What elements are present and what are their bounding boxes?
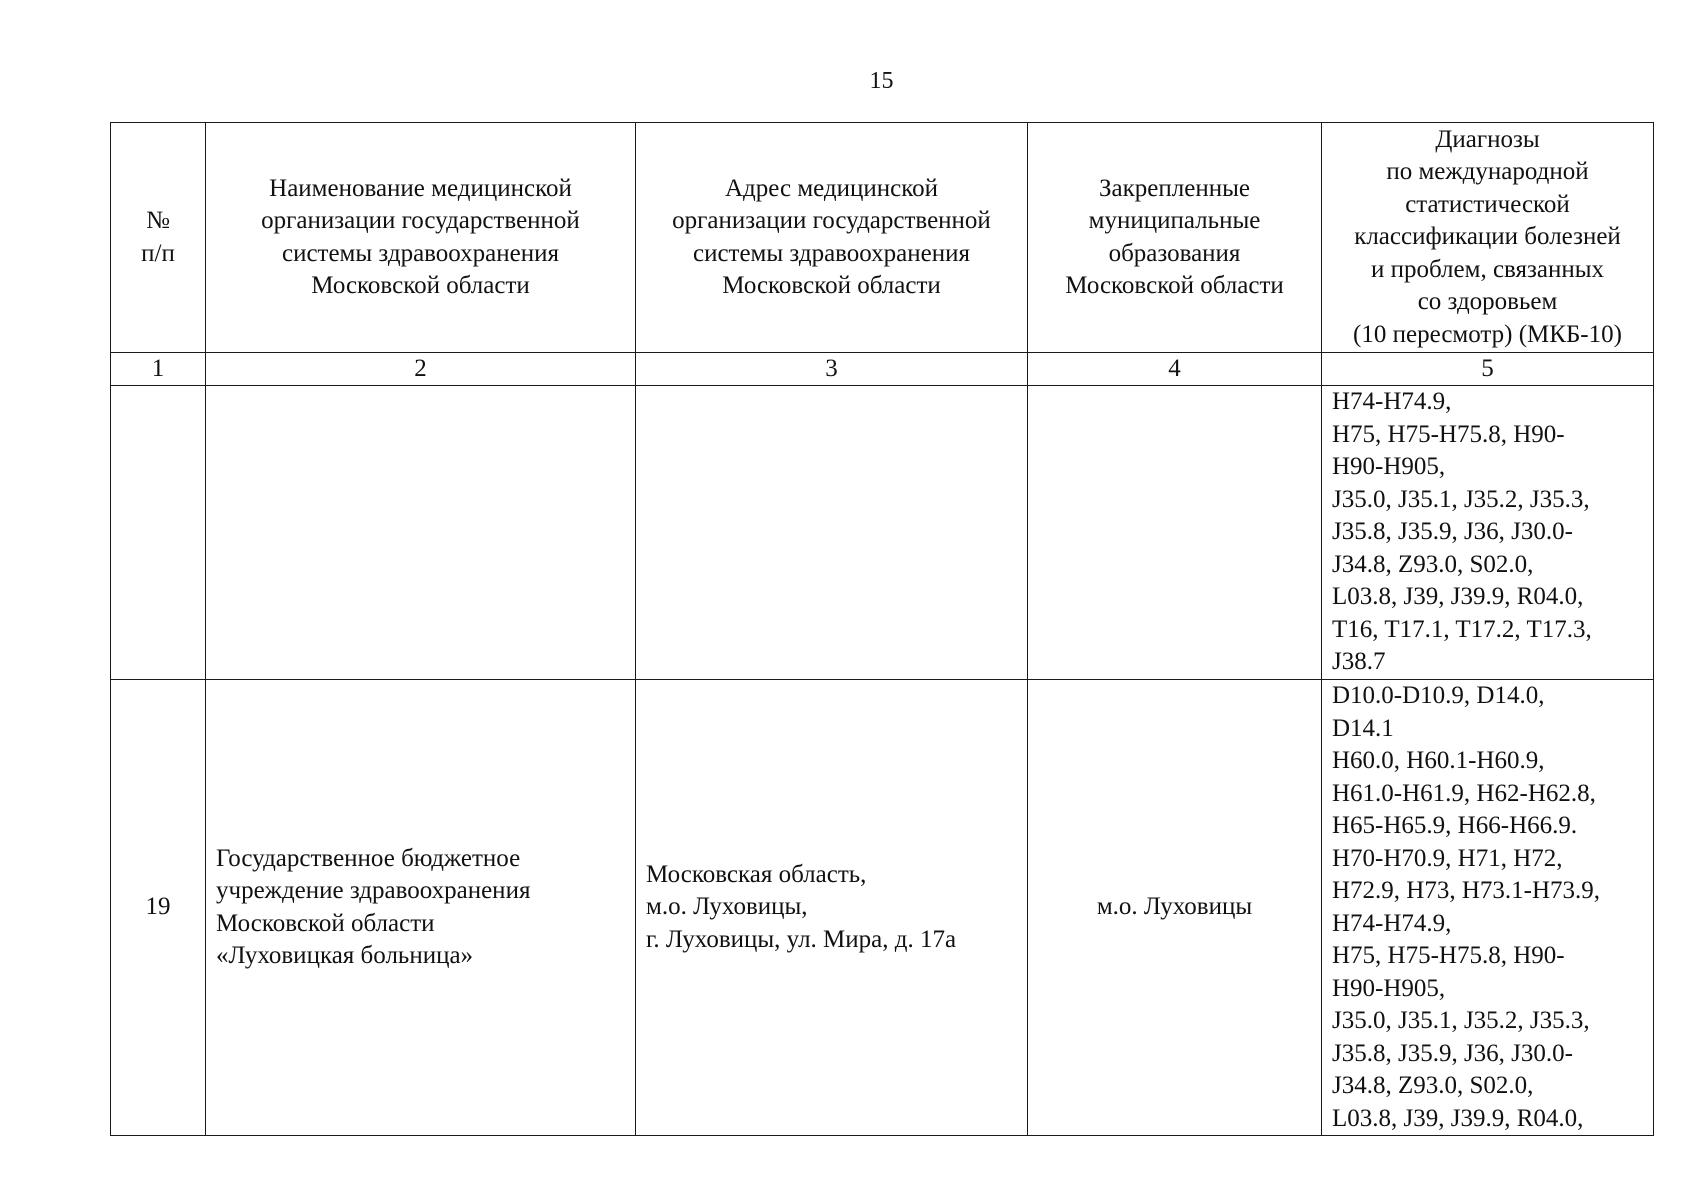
header-number bbox=[111, 123, 206, 353]
table-header-row bbox=[111, 123, 1654, 353]
row-number-cell bbox=[111, 386, 206, 680]
header-line: № bbox=[146, 207, 170, 234]
header-line: организации государственной bbox=[261, 207, 580, 234]
organization-line: «Луховицкая больница» bbox=[216, 942, 474, 969]
code-line: D14.1 bbox=[1332, 714, 1394, 742]
code-line: T16, T17.1, T17.2, T17.3, bbox=[1332, 615, 1592, 643]
table-row bbox=[111, 386, 1654, 680]
organization-line: учреждение здравоохранения bbox=[216, 877, 531, 904]
code-line: H90-H905, bbox=[1332, 453, 1446, 480]
code-line: J38.7 bbox=[1332, 648, 1386, 675]
header-organization bbox=[206, 123, 636, 353]
page-number: 15 bbox=[869, 68, 894, 94]
column-number: 1 bbox=[111, 353, 206, 386]
header-municipality bbox=[1028, 123, 1322, 353]
code-line: J35.0, J35.1, J35.2, J35.3, bbox=[1332, 485, 1590, 513]
code-line: J35.0, J35.1, J35.2, J35.3, bbox=[1332, 1007, 1590, 1034]
table-row bbox=[111, 680, 1654, 1136]
header-line: статистической bbox=[1405, 190, 1570, 218]
facilities-table bbox=[110, 122, 1654, 1136]
code-line: H75, H75-H75.8, H90- bbox=[1332, 420, 1565, 448]
municipality-cell bbox=[1028, 386, 1322, 680]
header-line: п/п bbox=[141, 239, 175, 267]
header-line: классификации болезней bbox=[1354, 223, 1621, 251]
header-address bbox=[636, 123, 1028, 353]
code-line: L03.8, J39, J39.9, R04.0, bbox=[1332, 583, 1584, 610]
header-line: организации государственной bbox=[672, 207, 991, 234]
code-line: H65-H65.9, H66-H66.9. bbox=[1332, 812, 1578, 839]
codes-cell bbox=[1322, 386, 1654, 680]
code-line: L03.8, J39, J39.9, R04.0, bbox=[1332, 1104, 1584, 1132]
organization-line: Государственное бюджетное bbox=[216, 844, 521, 872]
address-cell bbox=[636, 386, 1028, 680]
code-line: H74-H74.9, bbox=[1332, 388, 1452, 415]
column-number: 3 bbox=[636, 353, 1028, 386]
column-number: 5 bbox=[1322, 353, 1654, 386]
code-line: H60.0, H60.1-H60.9, bbox=[1332, 747, 1545, 774]
header-line: муниципальные bbox=[1088, 207, 1261, 234]
code-line: D10.0-D10.9, D14.0, bbox=[1332, 682, 1545, 709]
header-line: Московской области bbox=[311, 272, 530, 299]
header-diagnoses bbox=[1322, 123, 1654, 353]
header-line: Адрес медицинской bbox=[724, 174, 938, 202]
header-line: со здоровьем bbox=[1417, 288, 1558, 316]
column-numbers-row bbox=[111, 353, 1654, 386]
header-line: Закрепленные bbox=[1099, 174, 1250, 202]
header-line: образования bbox=[1108, 239, 1241, 267]
column-number: 2 bbox=[206, 353, 636, 386]
code-line: J34.8, Z93.0, S02.0, bbox=[1332, 550, 1534, 578]
row-number-cell: 19 bbox=[111, 680, 206, 1136]
code-line: H70-H70.9, H71, H72, bbox=[1332, 844, 1563, 872]
code-line: H74-H74.9, bbox=[1332, 909, 1452, 937]
header-line: по международной bbox=[1386, 158, 1589, 186]
code-line: J35.8, J35.9, J36, J30.0- bbox=[1332, 518, 1573, 545]
header-line: системы здравоохранения bbox=[692, 239, 971, 267]
municipality-cell: м.о. Луховицы bbox=[1028, 680, 1322, 1136]
header-line: и проблем, связанных bbox=[1370, 255, 1605, 283]
header-line: системы здравоохранения bbox=[281, 239, 560, 267]
header-line: Наименование медицинской bbox=[269, 174, 572, 202]
address-line: Московская область, bbox=[646, 860, 867, 888]
column-number: 4 bbox=[1028, 353, 1322, 386]
code-line: J34.8, Z93.0, S02.0, bbox=[1332, 1072, 1534, 1099]
code-line: H61.0-H61.9, H62-H62.8, bbox=[1332, 779, 1596, 807]
address-line: г. Луховицы, ул. Мира, д. 17а bbox=[646, 925, 957, 953]
organization-cell bbox=[206, 680, 636, 1136]
code-line: H75, H75-H75.8, H90- bbox=[1332, 942, 1565, 969]
header-line: (10 пересмотр) (МКБ-10) bbox=[1353, 320, 1622, 348]
organization-line: Московской области bbox=[216, 909, 435, 937]
code-line: H90-H905, bbox=[1332, 974, 1446, 1002]
address-cell bbox=[636, 680, 1028, 1136]
code-line: H72.9, H73, H73.1-H73.9, bbox=[1332, 877, 1601, 904]
header-line: Московской области bbox=[1065, 272, 1284, 299]
codes-cell bbox=[1322, 680, 1654, 1136]
header-line: Московской области bbox=[722, 272, 941, 299]
code-line: J35.8, J35.9, J36, J30.0- bbox=[1332, 1039, 1573, 1067]
address-line: м.о. Луховицы, bbox=[646, 893, 808, 921]
organization-cell bbox=[206, 386, 636, 680]
header-line: Диагнозы bbox=[1435, 125, 1540, 153]
